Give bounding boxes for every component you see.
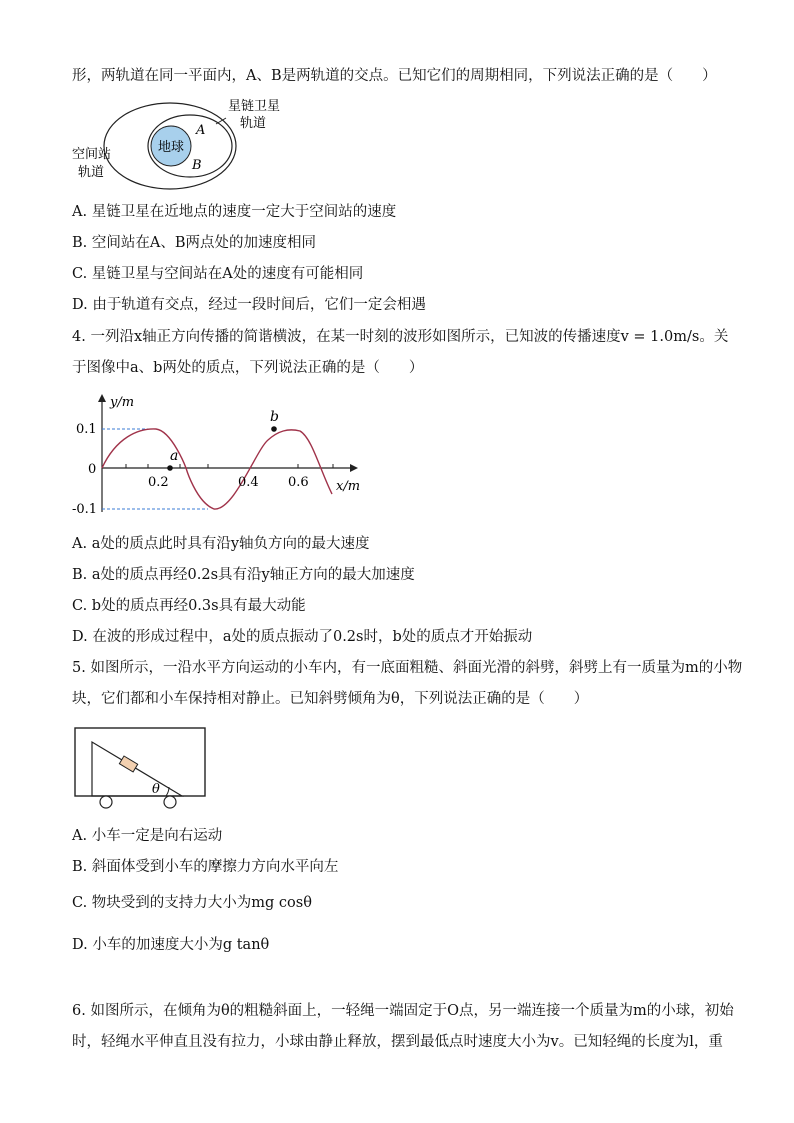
point-b — [271, 426, 277, 432]
q3-stem-line: 形，两轨道在同一平面内，A、B是两轨道的交点。已知它们的周期相同，下列说法正确的是（ ） — [72, 68, 717, 84]
q5-option-d[interactable]: D. 小车的加速度大小为g tanθ — [72, 937, 270, 953]
x-tick-0-2: 0.2 — [148, 475, 169, 490]
point-a-label: a — [170, 448, 179, 464]
q4-stem-line-2: 于图像中a、b两处的质点，下列说法正确的是（ ） — [72, 360, 424, 376]
q4-stem-line-1: 4. 一列沿x轴正方向传播的简谐横波，在某一时刻的波形如图所示，已知波的传播速度v = 1.0m/s。关 — [72, 329, 729, 345]
cart-figure — [74, 726, 214, 812]
q3-option-d[interactable]: D. 由于轨道有交点，经过一段时间后，它们一定会相遇 — [72, 297, 426, 313]
angle-arc — [166, 787, 169, 796]
q5-stem-line-2: 块，它们都和小车保持相对静止。已知斜劈倾角为θ，下列说法正确的是（ ） — [72, 691, 589, 707]
x-axis-label: x/m — [336, 479, 361, 494]
point-B-label: B — [192, 158, 202, 173]
block — [119, 756, 137, 772]
wave-curve — [102, 429, 332, 509]
x-tick-0-4: 0.4 — [238, 475, 259, 490]
wheel-right — [164, 796, 176, 808]
q4-option-d[interactable]: D. 在波的形成过程中，a处的质点振动了0.2s时，b处的质点才开始振动 — [72, 629, 533, 645]
q4-option-b[interactable]: B. a处的质点再经0.2s具有沿y轴正方向的最大加速度 — [72, 567, 415, 583]
wheel-left — [100, 796, 112, 808]
y-tick-neg-0-1: -0.1 — [72, 502, 98, 517]
point-b-label: b — [270, 409, 279, 425]
q5-option-a[interactable]: A. 小车一定是向右运动 — [72, 828, 223, 844]
q4-option-a[interactable]: A. a处的质点此时具有沿y轴负方向的最大速度 — [72, 536, 370, 552]
q6-stem-line-1: 6. 如图所示，在倾角为θ的粗糙斜面上，一轻绳一端固定于O点，另一端连接一个质量为m的小球，初始 — [72, 1003, 734, 1019]
angle-label: θ — [152, 782, 160, 797]
point-A-label: A — [196, 123, 206, 138]
q6-stem-line-2: 时，轻绳水平伸直且没有拉力，小球由静止释放，摆到最低点时速度大小为v。已知轻绳的长度为l，重 — [72, 1034, 723, 1050]
y-axis-arrow — [98, 394, 106, 402]
point-a — [167, 465, 173, 471]
x-axis-arrow — [350, 464, 358, 472]
q4-option-c[interactable]: C. b处的质点再经0.3s具有最大动能 — [72, 598, 306, 614]
y-tick-0-1: 0.1 — [76, 422, 97, 437]
station-label-1: 空间站 — [72, 147, 112, 162]
q3-option-b[interactable]: B. 空间站在A、B两点处的加速度相同 — [72, 235, 316, 251]
cart-body — [75, 728, 205, 796]
q5-stem-line-1: 5. 如图所示，一沿水平方向运动的小车内，有一底面粗糙、斜面光滑的斜劈，斜劈上有一质量为m的小物 — [72, 660, 743, 676]
origin-label: 0 — [88, 462, 97, 477]
q3-option-a[interactable]: A. 星链卫星在近地点的速度一定大于空间站的速度 — [72, 204, 397, 220]
q5-option-c[interactable]: C. 物块受到的支持力大小为mg cosθ — [72, 895, 312, 911]
station-label-2: 轨道 — [78, 165, 105, 180]
q5-option-b[interactable]: B. 斜面体受到小车的摩擦力方向水平向左 — [72, 859, 339, 875]
x-tick-0-6: 0.6 — [288, 475, 309, 490]
wave-figure — [68, 390, 368, 520]
q3-option-c[interactable]: C. 星链卫星与空间站在A处的速度有可能相同 — [72, 266, 364, 282]
earth-label: 地球 — [157, 140, 185, 155]
starlink-label-2: 轨道 — [240, 116, 267, 131]
starlink-label-1: 星链卫星 — [228, 99, 281, 114]
orbit-figure — [68, 96, 308, 196]
y-axis-label: y/m — [110, 395, 135, 410]
